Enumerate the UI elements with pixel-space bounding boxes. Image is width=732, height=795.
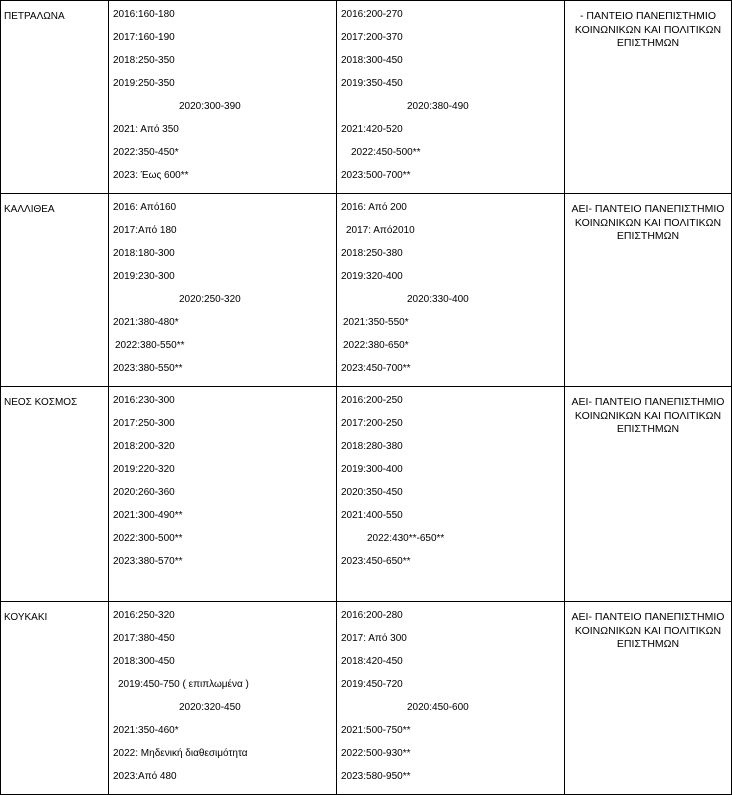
university-line: ΑΕΙ- ΠΑΝΤΕΙΟ ΠΑΝΕΠΙΣΤΗΜΙΟ	[571, 396, 725, 408]
price-line: 2018:300-450	[113, 656, 175, 667]
price-line: 2023:380-570**	[113, 556, 183, 567]
single-room-prices	[109, 1, 337, 194]
price-line: 2017:200-250	[341, 418, 403, 429]
price-line: 2020:300-390	[179, 101, 241, 112]
price-line: 2021:350-550*	[343, 317, 409, 328]
price-line: 2021: Από 350	[113, 124, 179, 135]
price-line: 2019:450-720	[341, 679, 403, 690]
price-line: 2017:160-190	[113, 32, 175, 43]
university-line: ΑΕΙ- ΠΑΝΤΕΙΟ ΠΑΝΕΠΙΣΤΗΜΙΟ	[571, 203, 725, 215]
university-line: ΚΟΙΝΩΝΙΚΩΝ ΚΑΙ ΠΟΛΙΤΙΚΩΝ	[574, 624, 722, 637]
area-name: ΠΕΤΡΑΛΩΝΑ	[1, 1, 109, 194]
price-line: 2017: Από 300	[341, 633, 407, 644]
price-line: 2017:Από 180	[113, 225, 177, 236]
price-line: 2022:380-650*	[343, 340, 409, 351]
price-line: 2023:500-700**	[341, 170, 411, 181]
university-line: - ΠΑΝΤΕΙΟ ΠΑΝΕΠΙΣΤΗΜΙΟ	[580, 10, 716, 22]
table-row	[1, 602, 732, 795]
price-line: 2017:250-300	[113, 418, 175, 429]
price-line: 2022:430**-650**	[367, 533, 445, 544]
price-line: 2018:420-450	[341, 656, 403, 667]
price-line: 2019:250-350	[113, 78, 175, 89]
table-row	[1, 194, 732, 387]
price-line: 2022:450-500**	[351, 147, 421, 158]
price-line: 2016:200-280	[341, 610, 403, 621]
price-line: 2019:230-300	[113, 271, 175, 282]
area-name: ΝΕΟΣ ΚΟΣΜΟΣ	[1, 387, 109, 602]
price-line: 2023:450-700**	[341, 363, 411, 374]
university-line: ΕΠΙΣΤΗΜΩΝ	[616, 37, 680, 49]
price-line: 2017:380-450	[113, 633, 175, 644]
university-line: ΕΠΙΣΤΗΜΩΝ	[616, 423, 680, 435]
price-line: 2019:450-750 ( επιπλωμένα )	[118, 679, 249, 690]
price-line: 2022:380-550**	[115, 340, 185, 351]
price-line: 2019:350-450	[341, 78, 403, 89]
price-line: 2018:180-300	[113, 248, 175, 259]
price-line: 2018:200-320	[113, 441, 175, 452]
single-room-prices	[109, 387, 337, 602]
price-line: 2020:320-450	[179, 702, 241, 713]
price-line: 2016:160-180	[113, 9, 175, 20]
area-name: ΚΟΥΚΑΚΙ	[1, 602, 109, 795]
price-line: 2023:450-650**	[341, 556, 411, 567]
university-line: ΚΟΙΝΩΝΙΚΩΝ ΚΑΙ ΠΟΛΙΤΙΚΩΝ	[574, 409, 722, 422]
price-line: 2023:580-950**	[341, 771, 411, 782]
price-line: 2021:400-550	[341, 510, 403, 521]
double-room-prices	[337, 387, 565, 602]
university-cell	[565, 1, 732, 194]
price-line: 2022: Μηδενική διαθεσιμότητα	[113, 748, 248, 759]
price-line: 2020:250-320	[179, 294, 241, 305]
university-line: ΕΠΙΣΤΗΜΩΝ	[616, 230, 680, 242]
price-line: 2021:300-490**	[113, 510, 183, 521]
university-cell	[565, 387, 732, 602]
university-line: ΚΟΙΝΩΝΙΚΩΝ ΚΑΙ ΠΟΛΙΤΙΚΩΝ	[574, 216, 722, 229]
price-line: 2020:260-360	[113, 487, 175, 498]
price-line: 2023:380-550**	[113, 363, 183, 374]
price-line: 2017: Από2010	[346, 225, 415, 236]
university-cell	[565, 602, 732, 795]
price-line: 2016:250-320	[113, 610, 175, 621]
area-name: ΚΑΛΛΙΘΕΑ	[1, 194, 109, 387]
price-line: 2018:300-450	[341, 55, 403, 66]
table-row	[1, 1, 732, 194]
university-line: ΕΠΙΣΤΗΜΩΝ	[616, 638, 680, 650]
table-row	[1, 387, 732, 602]
double-room-prices	[337, 602, 565, 795]
price-line: 2018:280-380	[341, 441, 403, 452]
price-line: 2021:350-460*	[113, 725, 179, 736]
price-line: 2023:Από 480	[113, 771, 177, 782]
price-line: 2021:420-520	[341, 124, 403, 135]
price-line: 2016:200-250	[341, 395, 403, 406]
price-line: 2018:250-380	[341, 248, 403, 259]
price-line: 2020:450-600	[407, 702, 469, 713]
university-line: ΑΕΙ- ΠΑΝΤΕΙΟ ΠΑΝΕΠΙΣΤΗΜΙΟ	[571, 611, 725, 623]
price-line: 2022:350-450*	[113, 147, 179, 158]
price-line: 2018:250-350	[113, 55, 175, 66]
university-cell	[565, 194, 732, 387]
price-line: 2019:300-400	[341, 464, 403, 475]
price-line: 2016: Από160	[113, 202, 177, 213]
price-line: 2019:320-400	[341, 271, 403, 282]
price-line: 2022:300-500**	[113, 533, 183, 544]
price-line: 2016:200-270	[341, 9, 403, 20]
single-room-prices	[109, 194, 337, 387]
single-room-prices	[109, 602, 337, 795]
price-line: 2020:380-490	[407, 101, 469, 112]
price-line: 2021:380-480*	[113, 317, 179, 328]
price-line: 2021:500-750**	[341, 725, 411, 736]
price-line: 2017:200-370	[341, 32, 403, 43]
double-room-prices	[337, 194, 565, 387]
university-line: ΚΟΙΝΩΝΙΚΩΝ ΚΑΙ ΠΟΛΙΤΙΚΩΝ	[574, 23, 722, 36]
price-line: 2020:330-400	[407, 294, 469, 305]
price-line: 2019:220-320	[113, 464, 175, 475]
double-room-prices	[337, 1, 565, 194]
price-line: 2016:230-300	[113, 395, 175, 406]
price-line: 2016: Από 200	[341, 202, 407, 213]
price-line: 2022:500-930**	[341, 748, 411, 759]
price-line: 2023: Έως 600**	[113, 170, 189, 181]
price-line: 2020:350-450	[341, 487, 403, 498]
